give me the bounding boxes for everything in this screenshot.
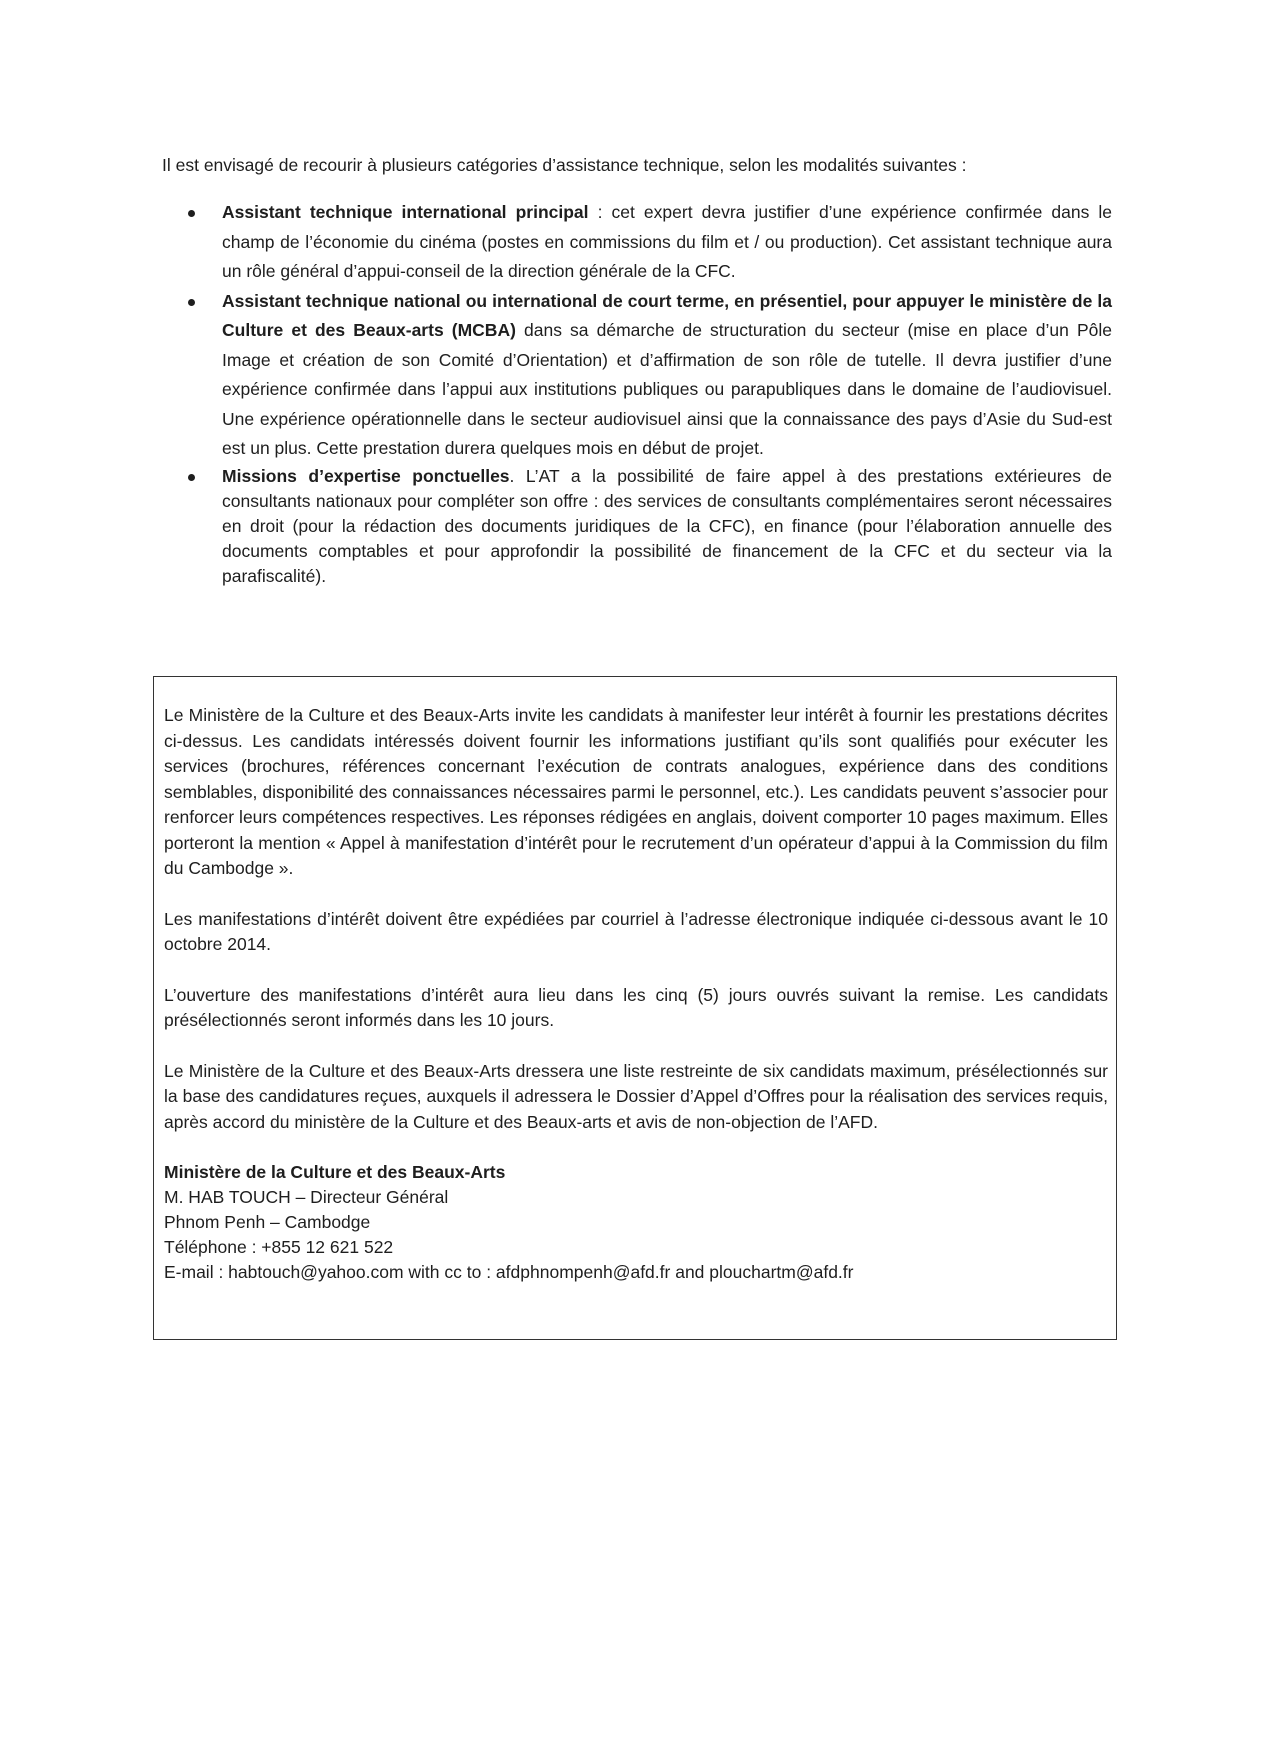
assistance-categories-list <box>162 198 1112 589</box>
contact-block <box>164 1160 1108 1285</box>
list-item <box>162 287 1112 464</box>
box-paragraph: Le Ministère de la Culture et des Beaux-Arts dressera une liste restreinte de six candidats maximum, présélectionnés sur la base des candidatures reçues, auxquels il adressera le Dossier d’Appel d’Offres pour la réalisation des services requis, après accord du ministère de la Culture et des Beaux-arts et avis de non-objection de l’AFD. <box>164 1060 1108 1132</box>
intro-paragraph: Il est envisagé de recourir à plusieurs catégories d’assistance technique, selon les modalités suivantes : <box>162 155 967 175</box>
list-item <box>162 198 1112 287</box>
list-item-title: Assistant technique international principal <box>222 202 589 222</box>
list-item-text: : cet expert devra justifier d’une expérience confirmée dans le champ de l’économie du cinéma (postes en commissions du film et / ou production). Cet assistant technique aura un rôle général d’appui-conseil de la direction générale de la CFC. <box>222 202 1113 281</box>
call-for-interest-box <box>153 676 1117 1340</box>
contact-phone: Téléphone : +855 12 621 522 <box>164 1237 394 1257</box>
list-item <box>162 464 1112 589</box>
contact-email: E-mail : habtouch@yahoo.com with cc to : afdphnompenh@afd.fr and plouchartm@afd.fr <box>164 1262 854 1282</box>
contact-city: Phnom Penh – Cambodge <box>164 1212 371 1232</box>
list-item-text: . L’AT a la possibilité de faire appel à des prestations extérieures de consultants nationaux pour compléter son offre : des services de consultants complémentaires seront nécessaires en droit (pour la rédaction des documents juridiques de la CFC), en finance (pour l’élaboration annuelle des documents comptables et pour approfondir la possibilité de financement de la CFC et du secteur via la parafiscalité). <box>222 465 1113 586</box>
box-paragraph: L’ouverture des manifestations d’intérêt aura lieu dans les cinq (5) jours ouvrés suivant la remise. Les candidats présélectionnés seront informés dans les 10 jours. <box>164 984 1108 1030</box>
contact-organization: Ministère de la Culture et des Beaux-Arts <box>164 1162 506 1182</box>
list-item-text: dans sa démarche de structuration du secteur (mise en place d’un Pôle Image et création de son Comité d’Orientation) et d’affirmation de son rôle de tutelle. Il devra justifier d’une expérience confirmée dans l’appui aux institutions publiques ou parapubliques dans le domaine de l’audiovisuel. Une expérience opérationnelle dans le secteur audiovisuel ainsi que la connaissance des pays d’Asie du Sud-est est un plus. Cette prestation durera quelques mois en début de projet. <box>222 320 1112 458</box>
box-paragraph: Le Ministère de la Culture et des Beaux-Arts invite les candidats à manifester leur intérêt à fournir les prestations décrites ci-dessus. Les candidats intéressés doivent fournir les informations justifiant qu’ils sont qualifiés pour exécuter les services (brochures, références concernant l’exécution de contrats analogues, expérience dans des conditions semblables, disponibilité des connaissances nécessaires parmi le personnel, etc.). Les candidats peuvent s’associer pour renforcer leurs compétences respectives. Les réponses rédigées en anglais, doivent comporter 10 pages maximum. Elles porteront la mention « Appel à manifestation d’intérêt pour le recrutement d’un opérateur d’appui à la Commission du film du Cambodge ». <box>164 705 1108 878</box>
list-item-title: Assistant technique national ou international de court terme, en présentiel, pour appuyer le ministère de la Culture et des Beaux-arts (MCBA) <box>222 290 1112 340</box>
contact-person: M. HAB TOUCH – Directeur Général <box>164 1187 449 1207</box>
box-paragraph: Les manifestations d’intérêt doivent être expédiées par courriel à l’adresse électronique indiquée ci-dessous avant le 10 octobre 2014. <box>164 908 1108 954</box>
box-content <box>164 703 1108 1285</box>
list-item-title: Missions d’expertise ponctuelles <box>222 465 510 486</box>
